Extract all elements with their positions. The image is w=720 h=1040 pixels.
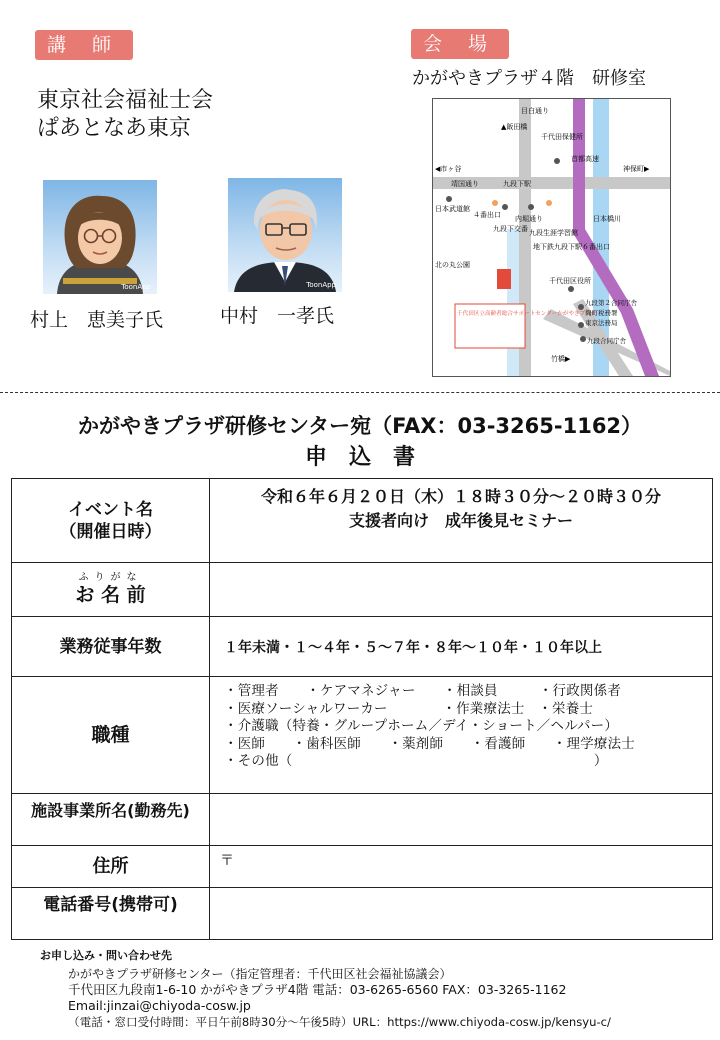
map-label-shuto: 首都高速: [571, 155, 599, 163]
row-phone: [12, 888, 713, 940]
job-line-2[interactable]: ・医療ソーシャルワーカー ・作業療法士 ・栄養士: [224, 700, 594, 717]
row-job: [12, 677, 713, 794]
phone-label: 電話番号(携帯可): [12, 888, 210, 940]
job-line-5[interactable]: ・その他（ ）: [224, 753, 608, 769]
lecturer-name-2: 中村 一孝氏: [220, 305, 335, 327]
address-label: 住所: [12, 846, 210, 888]
map-label-zeimusho: 麹町税務署: [585, 309, 618, 317]
footer-heading: お申し込み・問い合わせ先: [40, 949, 172, 962]
map-label-godo: 九段合同庁舎: [587, 337, 626, 345]
lecturer-org-line2: ぱあとなあ東京: [37, 116, 192, 141]
map-label-uchibori: 内堀通り: [515, 215, 543, 223]
toonapp-watermark: ToonApp: [121, 283, 151, 291]
map-label-kitanomaru: 北の丸公園: [435, 261, 470, 269]
name-ruby: ふりがな: [78, 572, 143, 583]
footer-line1: かがやきプラザ研修センター（指定管理者：千代田区社会福祉協議会）: [68, 967, 452, 981]
postal-mark: 〒: [220, 853, 234, 869]
event-label-line2: （開催日時）: [59, 521, 162, 542]
event-label-line1: イベント名: [68, 499, 153, 520]
name-label-text: お 名 前: [75, 584, 146, 606]
map-label-homukyoku: 東京法務局: [585, 319, 618, 327]
row-facility: [12, 794, 713, 846]
woman-portrait-illustration: [43, 180, 157, 294]
event-name: 支援者向け 成年後見セミナー: [348, 511, 573, 530]
map-label-takebashi: 竹橋▶: [551, 355, 571, 363]
facility-input-cell[interactable]: [210, 794, 713, 846]
map-label-ichigaya: ◀市ヶ谷: [435, 165, 462, 173]
map-label-godo2: 九段第２合同庁舎: [585, 299, 637, 307]
map-label-kudanshita: 九段下駅: [503, 180, 531, 188]
map-label-exit4: ４番出口: [473, 211, 501, 219]
years-label: 業務従事年数: [12, 617, 210, 677]
row-address: [12, 846, 713, 888]
footer-line4: （電話・窓口受付時間：平日午前8時30分～午後5時）URL：https://www.chiyoda-cosw.jp/kensyu-c/: [68, 1015, 611, 1029]
event-label: [12, 479, 210, 563]
toonapp-watermark: ToonApp: [306, 281, 336, 289]
job-line-1[interactable]: ・管理者 ・ケアマネジャー ・相談員 ・行政関係者: [224, 683, 622, 699]
lecturer-name-1: 村上 恵美子氏: [30, 309, 164, 331]
name-label: [12, 563, 210, 617]
map-label-exit6: 地下鉄九段下駅６番出口: [533, 243, 610, 251]
years-options[interactable]: １年未満・１～４年・５～７年・８年～１０年・１０年以上: [210, 617, 713, 677]
facility-label: 施設事業所名(勤務先): [12, 794, 210, 846]
map-label-iidabashi: ▲飯田橋: [501, 123, 528, 131]
row-years: [12, 617, 713, 677]
footer-email[interactable]: Email:jinzai@chiyoda-cosw.jp: [68, 998, 251, 1013]
access-map: [433, 99, 670, 376]
form-subtitle: 申 込 書: [304, 445, 415, 470]
lecturer-badge: 講 師: [35, 30, 133, 60]
form-title: かがやきプラザ研修センター宛（FAX：03-3265-1162）: [77, 414, 643, 438]
lecturer-org-line1: 東京社会福祉士会: [37, 88, 214, 113]
map-label-center: 千代田区立高齢者総合サポートセンターかがやきプラザ: [457, 311, 597, 317]
lecturer-portrait-murakami: [43, 180, 157, 294]
map-label-koban: 九段下交番: [493, 225, 528, 233]
map-label-nihonbashi: 日本橋川: [593, 215, 621, 223]
map-label-yasukuni: 靖国通り: [451, 180, 479, 188]
venue-badge: 会 場: [411, 29, 509, 59]
address-input-cell[interactable]: [210, 846, 713, 888]
map-label-mejiro: 目白通り: [521, 107, 549, 115]
application-form-table: [11, 478, 713, 940]
row-event: [12, 479, 713, 563]
footer-line2: 千代田区九段南1-6-10 かがやきプラザ4階 電話：03-6265-6560 FAX：03-3265-1162: [68, 982, 567, 997]
venue-map: [432, 98, 671, 377]
job-line-4[interactable]: ・医師 ・歯科医師 ・薬剤師 ・看護師 ・理学療法士: [224, 735, 635, 752]
lecturer-portrait-nakamura: [228, 178, 342, 292]
name-input-cell[interactable]: [210, 563, 713, 617]
map-label-kuyakusho: 千代田区役所: [549, 277, 591, 285]
map-label-hokensho: 千代田保健所: [541, 133, 583, 141]
cut-line-divider: [0, 392, 720, 393]
event-date: 令和６年６月２０日（木）１８時３０分～２０時３０分: [260, 487, 661, 506]
man-portrait-illustration: [228, 178, 342, 292]
venue-place: かがやきプラザ４階 研修室: [412, 68, 646, 89]
job-line-3[interactable]: ・介護職（特養・グループホーム／デイ・ショート／ヘルパー）: [224, 718, 619, 734]
job-options[interactable]: [210, 677, 713, 794]
job-label: 職種: [12, 677, 210, 794]
event-value: [210, 479, 713, 563]
map-label-jinbocho: 神保町▶: [623, 165, 650, 173]
row-name: [12, 563, 713, 617]
map-label-gakushu: 九段生涯学習館: [529, 229, 578, 237]
map-label-budokan: 日本武道館: [435, 205, 470, 213]
phone-input-cell[interactable]: [210, 888, 713, 940]
